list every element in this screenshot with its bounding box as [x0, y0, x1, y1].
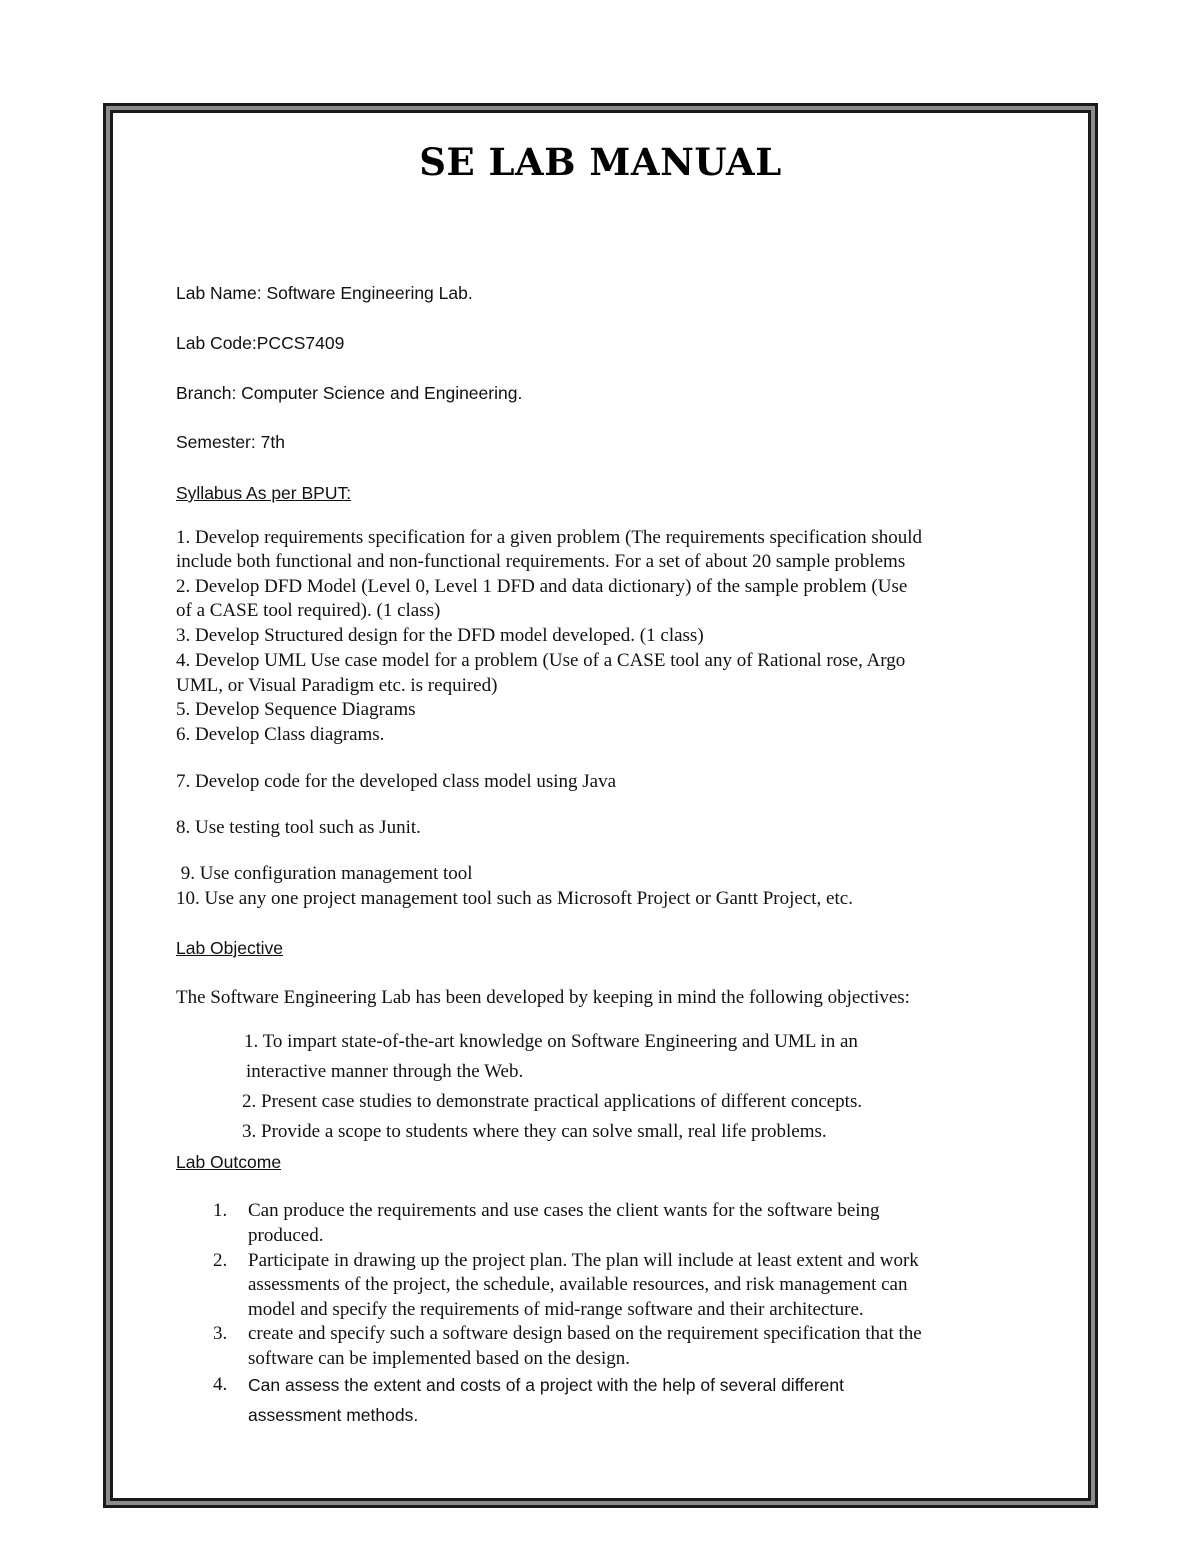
syllabus-line: 4. Develop UML Use case model for a problem (Use of a CASE tool any of Rational rose, Argo [176, 650, 906, 671]
syllabus-line: UML, or Visual Paradigm etc. is required) [176, 675, 498, 696]
outcome-number: 4. [213, 1374, 228, 1395]
outcome-line: produced. [248, 1225, 324, 1246]
outcome-number: 1. [213, 1200, 228, 1221]
objective-item: 1. To impart state-of-the-art knowledge on Software Engineering and UML in an [244, 1031, 858, 1052]
branch: Branch: Computer Science and Engineering. [176, 383, 523, 403]
syllabus-heading: Syllabus As per BPUT: [176, 483, 352, 503]
syllabus-line: 2. Develop DFD Model (Level 0, Level 1 DFD and data dictionary) of the sample problem (Use [176, 576, 908, 597]
syllabus-line: 9. Use configuration management tool [176, 863, 473, 884]
objective-heading: Lab Objective [176, 938, 284, 958]
objective-intro: The Software Engineering Lab has been developed by keeping in mind the following objectives: [176, 987, 910, 1008]
lab-name: Lab Name: Software Engineering Lab. [176, 283, 473, 303]
syllabus-line: 6. Develop Class diagrams. [176, 724, 385, 745]
objective-item: interactive manner through the Web. [246, 1061, 524, 1082]
lab-code: Lab Code:PCCS7409 [176, 333, 345, 353]
objective-item: 3. Provide a scope to students where they can solve small, real life problems. [242, 1121, 827, 1142]
outcome-line: Can produce the requirements and use cases the client wants for the software being [248, 1200, 880, 1221]
objective-item: 2. Present case studies to demonstrate practical applications of different concepts. [242, 1091, 863, 1112]
outcome-line: software can be implemented based on the design. [248, 1348, 630, 1369]
syllabus-line: include both functional and non-functional requirements. For a set of about 20 sample problems [176, 551, 906, 572]
syllabus-line: of a CASE tool required). (1 class) [176, 600, 441, 621]
outcome-line: Participate in drawing up the project plan. The plan will include at least extent and work [248, 1250, 919, 1271]
syllabus-line: 1. Develop requirements specification for a given problem (The requirements specification should [176, 527, 923, 548]
outcome-line: assessments of the project, the schedule, available resources, and risk management can [248, 1274, 908, 1295]
outcome-line: model and specify the requirements of mid-range software and their architecture. [248, 1299, 864, 1320]
outcome-number: 2. [213, 1250, 228, 1271]
outcome-line: assessment methods. [248, 1405, 419, 1425]
syllabus-line: 5. Develop Sequence Diagrams [176, 699, 416, 720]
outcome-heading: Lab Outcome [176, 1152, 282, 1172]
syllabus-line: 7. Develop code for the developed class model using Java [176, 771, 617, 792]
outcome-number: 3. [213, 1323, 228, 1344]
document-title: SE LAB MANUAL [419, 140, 782, 184]
syllabus-line: 3. Develop Structured design for the DFD model developed. (1 class) [176, 625, 704, 646]
outcome-line: Can assess the extent and costs of a project with the help of several different [248, 1375, 844, 1395]
syllabus-line: 10. Use any one project management tool such as Microsoft Project or Gantt Project, etc. [176, 888, 853, 909]
outcome-line: create and specify such a software design based on the requirement specification that the [248, 1323, 922, 1344]
syllabus-line: 8. Use testing tool such as Junit. [176, 817, 421, 838]
semester: Semester: 7th [176, 432, 285, 452]
